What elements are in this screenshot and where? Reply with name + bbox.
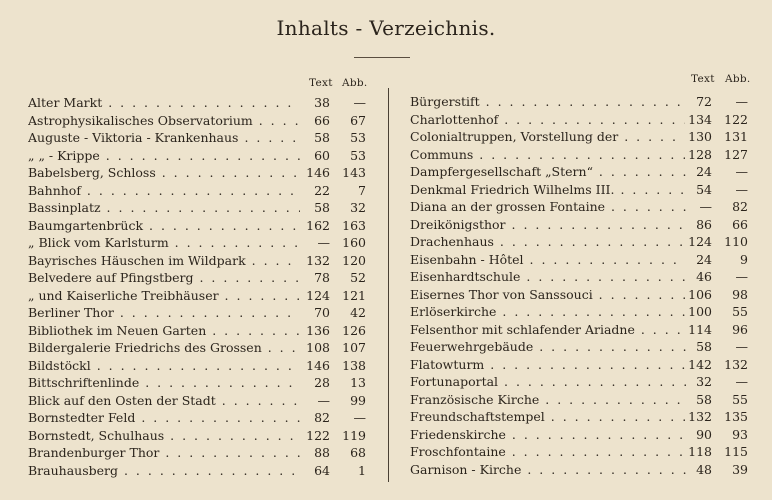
entry-illustration-page: 135: [721, 408, 748, 426]
entry-illustration-page: 122: [721, 111, 748, 129]
index-entry: [28, 322, 372, 340]
entry-illustration-page: 132: [721, 356, 748, 374]
entry-text-page: 118: [685, 443, 712, 461]
entry-name: Eisernes Thor von Sanssouci . . .: [410, 286, 686, 304]
index-entry: [410, 408, 752, 426]
index-entry: [28, 269, 372, 287]
entry-name: Belvedere auf Pfingstberg . . .: [28, 269, 300, 287]
index-entry: [28, 147, 372, 165]
index-entry: [410, 181, 752, 199]
entry-illustration-page: 52: [347, 269, 366, 287]
entry-text-page: 66: [311, 112, 330, 130]
entry-illustration-page: 126: [339, 322, 366, 340]
entry-name: Garnison - Kirche . . .: [410, 461, 686, 479]
entry-text-page: 114: [685, 321, 712, 339]
index-entry: [28, 409, 372, 427]
entry-text-page: 24: [693, 163, 712, 181]
entry-illustration-page: 115: [721, 443, 748, 461]
entry-name: Friedenskirche . . .: [410, 426, 686, 444]
entry-text-page: —: [315, 234, 331, 252]
entry-text-page: 48: [693, 461, 712, 479]
entry-text-page: 108: [303, 339, 330, 357]
entry-name: Felsenthor mit schlafender Ariadne . . .: [410, 321, 686, 339]
entry-text-page: 22: [311, 182, 330, 200]
index-entry: [28, 182, 372, 200]
entry-illustration-page: 143: [339, 164, 366, 182]
index-entry: [28, 444, 372, 462]
entry-illustration-page: —: [733, 338, 749, 356]
entry-name: Bildergalerie Friedrichs des Grossen . . .: [28, 339, 300, 357]
entry-name: Berliner Thor . . .: [28, 304, 300, 322]
entry-name: Bahnhof . . .: [28, 182, 300, 200]
entry-illustration-page: —: [733, 163, 749, 181]
entry-text-page: 128: [685, 146, 712, 164]
entry-text-page: 38: [311, 94, 330, 112]
entry-name: Eisenbahn - Hôtel . . .: [410, 251, 686, 269]
index-entry: [410, 461, 752, 479]
column-separator: [388, 88, 389, 482]
entry-name: Brandenburger Thor . . .: [28, 444, 300, 462]
entry-illustration-page: 96: [729, 321, 748, 339]
entry-text-page: 124: [303, 287, 330, 305]
entry-text-page: 106: [685, 286, 712, 304]
index-entry: [28, 234, 372, 252]
index-entry: [410, 321, 752, 339]
entry-illustration-page: 127: [721, 146, 748, 164]
entry-illustration-page: 110: [721, 233, 748, 251]
entry-text-page: 70: [311, 304, 330, 322]
index-entry: [410, 111, 752, 129]
right-index-list: [410, 93, 752, 478]
entry-illustration-page: 32: [347, 199, 366, 217]
index-entry: [28, 392, 372, 410]
entry-illustration-page: 68: [347, 444, 366, 462]
page-title: Inhalts - Verzeichnis.: [276, 16, 496, 40]
entry-name: Froschfontaine . . .: [410, 443, 686, 461]
entry-illustration-page: 160: [339, 234, 366, 252]
entry-illustration-page: 98: [729, 286, 748, 304]
entry-illustration-page: 53: [347, 147, 366, 165]
index-entry: [28, 94, 372, 112]
entry-name: Dampfergesellschaft „Stern“ . . .: [410, 163, 686, 181]
entry-text-page: 32: [693, 373, 712, 391]
entry-name: Communs . . .: [410, 146, 686, 164]
entry-text-page: 124: [685, 233, 712, 251]
index-entry: [28, 427, 372, 445]
entry-name: Bildstöckl . . .: [28, 357, 300, 375]
index-entry: [410, 128, 752, 146]
entry-text-page: 162: [303, 217, 330, 235]
entry-illustration-page: —: [733, 93, 749, 111]
entry-name: Bornstedter Feld . . .: [28, 409, 300, 427]
entry-name: Auguste - Viktoria - Krankenhaus . . .: [28, 129, 300, 147]
entry-name: Bornstedt, Schulhaus . . .: [28, 427, 300, 445]
index-entry: [28, 287, 372, 305]
entry-name: Blick auf den Osten der Stadt . . .: [28, 392, 300, 410]
index-entry: [28, 129, 372, 147]
entry-text-page: 24: [693, 251, 712, 269]
entry-name: Baumgartenbrück . . .: [28, 217, 300, 235]
index-entry: [28, 112, 372, 130]
index-entry: [410, 146, 752, 164]
entry-text-page: 132: [685, 408, 712, 426]
entry-illustration-page: 138: [339, 357, 366, 375]
entry-text-page: —: [315, 392, 331, 410]
entry-name: Bürgerstift . . .: [410, 93, 686, 111]
index-entry: [410, 93, 752, 111]
entry-illustration-page: 13: [347, 374, 366, 392]
entry-illustration-page: 82: [729, 198, 748, 216]
entry-text-page: 130: [685, 128, 712, 146]
entry-illustration-page: 67: [347, 112, 366, 130]
entry-text-page: 64: [311, 462, 330, 480]
index-entry: [28, 252, 372, 270]
entry-text-page: 142: [685, 356, 712, 374]
entry-name: Astrophysikalisches Observatorium . . .: [28, 112, 300, 130]
entry-illustration-page: 99: [347, 392, 366, 410]
entry-name: Colonialtruppen, Vorstellung der . . .: [410, 128, 686, 146]
entry-illustration-page: 121: [339, 287, 366, 305]
entry-illustration-page: —: [733, 373, 749, 391]
entry-text-page: 82: [311, 409, 330, 427]
index-entry: [28, 217, 372, 235]
entry-name: Französische Kirche . . .: [410, 391, 686, 409]
entry-text-page: 46: [693, 268, 712, 286]
entry-text-page: 58: [693, 338, 712, 356]
entry-name: Bibliothek im Neuen Garten . . .: [28, 322, 300, 340]
entry-text-page: 86: [693, 216, 712, 234]
entry-name: Charlottenhof . . .: [410, 111, 686, 129]
entry-illustration-page: 39: [729, 461, 748, 479]
index-entry: [410, 356, 752, 374]
index-entry: [410, 216, 752, 234]
entry-illustration-page: —: [733, 268, 749, 286]
index-entry: [410, 443, 752, 461]
entry-illustration-page: 53: [347, 129, 366, 147]
entry-text-page: 90: [693, 426, 712, 444]
entry-text-page: —: [697, 198, 713, 216]
index-entry: [410, 373, 752, 391]
entry-illustration-page: 107: [339, 339, 366, 357]
entry-name: Babelsberg, Schloss . . .: [28, 164, 300, 182]
entry-illustration-page: 120: [339, 252, 366, 270]
left-abb-heading: Abb.: [342, 77, 368, 89]
index-entry: [28, 199, 372, 217]
entry-illustration-page: 66: [729, 216, 748, 234]
entry-name: „ Blick vom Karlsturm . . .: [28, 234, 300, 252]
entry-name: Feuerwehrgebäude . . .: [410, 338, 686, 356]
left-index-list: [28, 94, 372, 479]
index-entry: [410, 303, 752, 321]
entry-illustration-page: —: [733, 181, 749, 199]
index-entry: [410, 286, 752, 304]
entry-text-page: 136: [303, 322, 330, 340]
entry-illustration-page: 55: [729, 391, 748, 409]
entry-illustration-page: 119: [339, 427, 366, 445]
entry-text-page: 58: [693, 391, 712, 409]
entry-name: Flatowturm . . .: [410, 356, 686, 374]
index-entry: [410, 268, 752, 286]
entry-name: Erlöserkirche . . .: [410, 303, 686, 321]
entry-text-page: 58: [311, 129, 330, 147]
entry-illustration-page: 42: [347, 304, 366, 322]
entry-illustration-page: —: [351, 409, 367, 427]
index-entry: [410, 391, 752, 409]
entry-text-page: 78: [311, 269, 330, 287]
index-entry: [28, 339, 372, 357]
index-entry: [28, 462, 372, 480]
right-abb-heading: Abb.: [725, 73, 751, 85]
entry-illustration-page: 55: [729, 303, 748, 321]
index-entry: [410, 251, 752, 269]
entry-text-page: 58: [311, 199, 330, 217]
entry-name: Fortunaportal . . .: [410, 373, 686, 391]
index-entry: [410, 426, 752, 444]
entry-text-page: 146: [303, 357, 330, 375]
entry-name: Denkmal Friedrich Wilhelms III. . . .: [410, 181, 686, 199]
entry-name: Bayrisches Häuschen im Wildpark . . .: [28, 252, 300, 270]
entry-name: Bassinplatz . . .: [28, 199, 300, 217]
entry-text-page: 28: [311, 374, 330, 392]
entry-name: Freundschaftstempel . . .: [410, 408, 686, 426]
entry-text-page: 146: [303, 164, 330, 182]
entry-text-page: 72: [693, 93, 712, 111]
entry-illustration-page: 9: [737, 251, 748, 269]
entry-illustration-page: 163: [339, 217, 366, 235]
index-entry: [28, 357, 372, 375]
index-entry: [410, 198, 752, 216]
entry-name: Drachenhaus . . .: [410, 233, 686, 251]
entry-illustration-page: 93: [729, 426, 748, 444]
entry-name: Dreikönigsthor . . .: [410, 216, 686, 234]
title-rule: [354, 57, 410, 58]
entry-text-page: 60: [311, 147, 330, 165]
index-entry: [28, 374, 372, 392]
left-text-heading: Text: [309, 77, 333, 89]
entry-text-page: 132: [303, 252, 330, 270]
right-text-heading: Text: [691, 73, 715, 85]
entry-text-page: 134: [685, 111, 712, 129]
entry-text-page: 54: [693, 181, 712, 199]
index-entry: [410, 233, 752, 251]
entry-name: Bittschriftenlinde . . .: [28, 374, 300, 392]
index-entry: [410, 338, 752, 356]
entry-text-page: 100: [685, 303, 712, 321]
entry-illustration-page: 1: [355, 462, 366, 480]
index-entry: [28, 304, 372, 322]
index-entry: [410, 163, 752, 181]
entry-name: Eisenhardtschule . . .: [410, 268, 686, 286]
entry-name: „ „ - Krippe . . .: [28, 147, 300, 165]
entry-text-page: 122: [303, 427, 330, 445]
entry-illustration-page: —: [351, 94, 367, 112]
entry-illustration-page: 131: [721, 128, 748, 146]
entry-illustration-page: 7: [355, 182, 366, 200]
entry-text-page: 88: [311, 444, 330, 462]
entry-name: Brauhausberg . . .: [28, 462, 300, 480]
entry-name: „ und Kaiserliche Treibhäuser . . .: [28, 287, 300, 305]
index-entry: [28, 164, 372, 182]
entry-name: Alter Markt . . .: [28, 94, 300, 112]
entry-name: Diana an der grossen Fontaine . . .: [410, 198, 686, 216]
